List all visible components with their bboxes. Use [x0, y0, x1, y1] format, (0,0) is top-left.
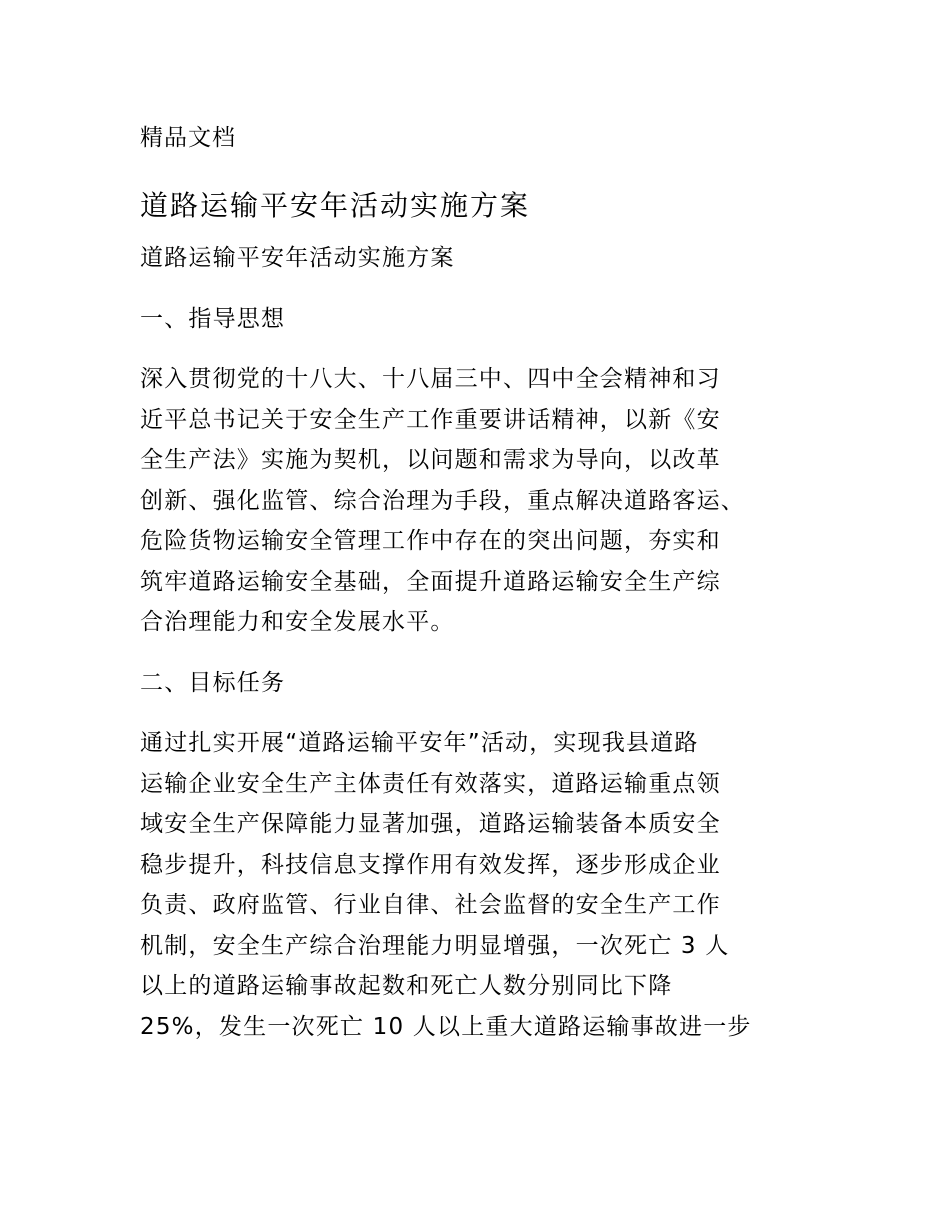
section-heading	[140, 299, 820, 340]
text-line: 深入贯彻党的十八大、十八届三中、四中全会精神和习	[140, 366, 721, 392]
body-paragraph	[140, 723, 820, 1047]
document-title: 道路运输平安年活动实施方案	[140, 189, 531, 222]
text-line: 全生产法》实施为契机，以问题和需求为导向，以改革	[140, 447, 721, 473]
text-line: 负责、政府监管、行业自律、社会监督的安全生产工作	[140, 892, 721, 918]
section-heading	[140, 663, 820, 704]
document-subtitle	[140, 238, 820, 279]
text-line: 道路运输平安年活动实施方案	[140, 245, 455, 271]
text-line: 近平总书记关于安全生产工作重要讲话精神，以新《安	[140, 406, 721, 433]
text-line: 运输企业安全生产主体责任有效落实，道路运输重点领	[140, 770, 721, 797]
text-line: 以上的道路运输事故起数和死亡人数分别同比下降	[140, 973, 673, 999]
header-label: 精品文档	[140, 125, 236, 151]
text-line: 合治理能力和安全发展水平。	[140, 609, 455, 635]
text-line: 稳步提升，科技信息支撑作用有效发挥，逐步形成企业	[140, 851, 721, 878]
body-paragraph	[140, 359, 820, 643]
text-line: 机制，安全生产综合治理能力明显增强，一次死亡 3 人	[140, 932, 730, 959]
text-line: 危险货物运输安全管理工作中存在的突出问题，夯实和	[140, 528, 721, 554]
text-line: 一、指导思想	[140, 305, 286, 332]
document-body	[140, 238, 820, 1047]
text-line: 二、目标任务	[140, 669, 286, 696]
text-line: 创新、强化监管、综合治理为手段，重点解决道路客运、	[140, 487, 745, 514]
text-line: 筑牢道路运输安全基础，全面提升道路运输安全生产综	[140, 568, 721, 595]
text-line: 域安全生产保障能力显著加强，道路运输装备本质安全	[140, 811, 721, 837]
document-page	[140, 118, 820, 1067]
text-line: 通过扎实开展“道路运输平安年”活动，实现我县道路	[140, 730, 699, 756]
text-line: 25%，发生一次死亡 10 人以上重大道路运输事故进一步	[140, 1013, 752, 1040]
